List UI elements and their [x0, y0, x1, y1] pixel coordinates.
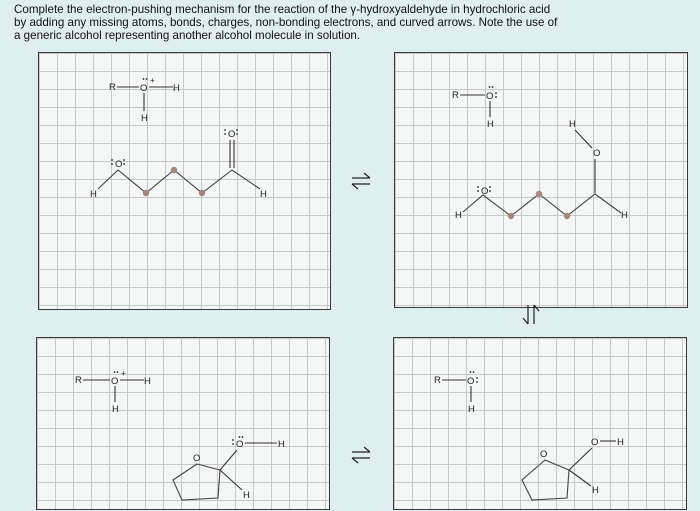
- atom-o: O: [467, 376, 475, 387]
- bond-c-o: [569, 448, 592, 470]
- lone-pair-dot: [242, 436, 244, 438]
- panel-step-1[interactable]: [38, 52, 331, 310]
- atom-h-carbonyl: H: [569, 119, 576, 130]
- lone-pair-dot: [477, 186, 479, 188]
- lone-pair-dot: [123, 159, 125, 161]
- lone-pair-dot: [489, 190, 491, 192]
- atom-o-carbonyl: O: [228, 129, 236, 140]
- carbon-vertex: [536, 191, 542, 197]
- lone-pair-dot: [224, 129, 226, 131]
- bond-c-o: [220, 450, 237, 470]
- panel-step-3[interactable]: [393, 337, 687, 510]
- carbon-vertex: [508, 213, 514, 219]
- lone-pair-dot: [495, 92, 497, 94]
- atom-h-aldehyde: H: [621, 210, 628, 221]
- atom-h: H: [141, 113, 148, 124]
- lone-pair-dot: [492, 86, 494, 88]
- lone-pair-dot: [224, 133, 226, 135]
- bond-c-h: [220, 470, 242, 490]
- atom-o: O: [486, 91, 494, 102]
- question-text: [14, 3, 698, 42]
- question-line-1: Complete the electron-pushing mechanism for the reaction of the γ-hydroxyaldehyde in hydrochloric acid: [14, 3, 551, 16]
- lone-pair-dot: [146, 78, 148, 80]
- atom-h-anomeric: H: [243, 490, 250, 501]
- lone-pair-dot: [123, 163, 125, 165]
- lone-pair-dot: [232, 443, 234, 445]
- atom-r: R: [452, 90, 459, 101]
- carbon-chain: [463, 194, 621, 216]
- lone-pair-dot: [143, 78, 145, 80]
- atom-h: H: [112, 404, 119, 415]
- panel-3-structures: [37, 338, 331, 511]
- carbon-vertex: [143, 190, 149, 196]
- lone-pair-dot: [236, 133, 238, 135]
- atom-h: H: [278, 439, 285, 450]
- atom-o: O: [140, 83, 148, 94]
- atom-h-anomeric: H: [592, 485, 599, 496]
- five-membered-ring: [173, 464, 220, 500]
- carbon-chain: [98, 170, 260, 193]
- lone-pair-dot: [489, 86, 491, 88]
- atom-h: H: [487, 119, 494, 130]
- atom-h: H: [144, 376, 151, 387]
- lone-pair-dot: [239, 436, 241, 438]
- protonated-alcohol: [109, 76, 180, 124]
- lone-pair-dot: [473, 371, 475, 373]
- equilibrium-arrow-1: [349, 170, 373, 192]
- carbon-vertex: [564, 213, 570, 219]
- charge-plus: +: [150, 76, 155, 85]
- atom-o-exocyclic: O: [236, 439, 244, 450]
- atom-h: H: [173, 83, 180, 94]
- atom-h-hydroxyl: H: [455, 210, 462, 221]
- atom-r: R: [75, 375, 82, 386]
- atom-h-hydroxyl: H: [90, 189, 97, 200]
- atom-h-aldehyde: H: [260, 189, 267, 200]
- atom-h: H: [617, 437, 624, 448]
- lone-pair-dot: [236, 129, 238, 131]
- equilibrium-arrow-3: [349, 444, 373, 466]
- hydroxyaldehyde: [90, 129, 267, 200]
- atom-o-ring: O: [193, 453, 201, 464]
- atom-o: O: [111, 376, 119, 387]
- protonated-alcohol: [75, 369, 151, 415]
- lone-pair-dot: [489, 186, 491, 188]
- atom-o-ring: O: [540, 449, 548, 460]
- panel-step-4[interactable]: [36, 337, 330, 510]
- question-line-2: by adding any missing atoms, bonds, charges, non-bonding electrons, and curved arrows. Note the use of: [14, 16, 558, 29]
- lone-pair-dot: [232, 439, 234, 441]
- bond-c-h: [569, 470, 591, 486]
- panel-1-structures: [39, 53, 332, 311]
- protonated-hemiacetal: [522, 437, 624, 500]
- carbon-vertex: [199, 190, 205, 196]
- generic-alcohol: [452, 86, 497, 130]
- lone-pair-dot: [111, 159, 113, 161]
- question-line-3: a generic alcohol representing another alcohol molecule in solution.: [14, 29, 361, 42]
- lone-pair-dot: [111, 163, 113, 165]
- atom-o-exocyclic: O: [591, 437, 599, 448]
- five-membered-ring: [522, 460, 569, 500]
- cyclic-hemiacetal: [173, 436, 285, 501]
- panel-step-2[interactable]: [394, 52, 688, 308]
- generic-alcohol: [434, 371, 478, 415]
- atom-r: R: [434, 375, 441, 386]
- lone-pair-dot: [495, 96, 497, 98]
- atom-h: H: [468, 404, 475, 415]
- lone-pair-dot: [476, 381, 478, 383]
- atom-r: R: [109, 82, 116, 93]
- charge-plus: +: [121, 369, 126, 378]
- atom-o-hydroxyl: O: [115, 159, 123, 170]
- panel-4-structures: [394, 338, 688, 511]
- atom-o-hydroxyl: O: [481, 186, 489, 197]
- panel-2-structures: [395, 53, 689, 309]
- equilibrium-arrow-2: [520, 302, 542, 328]
- protonated-aldehyde: [455, 119, 628, 221]
- lone-pair-dot: [114, 371, 116, 373]
- lone-pair-dot: [476, 377, 478, 379]
- carbon-vertex: [171, 167, 177, 173]
- atom-o-carbonyl: O: [593, 148, 601, 159]
- lone-pair-dot: [477, 190, 479, 192]
- bond-h-o: [575, 130, 592, 148]
- lone-pair-dot: [470, 371, 472, 373]
- lone-pair-dot: [117, 371, 119, 373]
